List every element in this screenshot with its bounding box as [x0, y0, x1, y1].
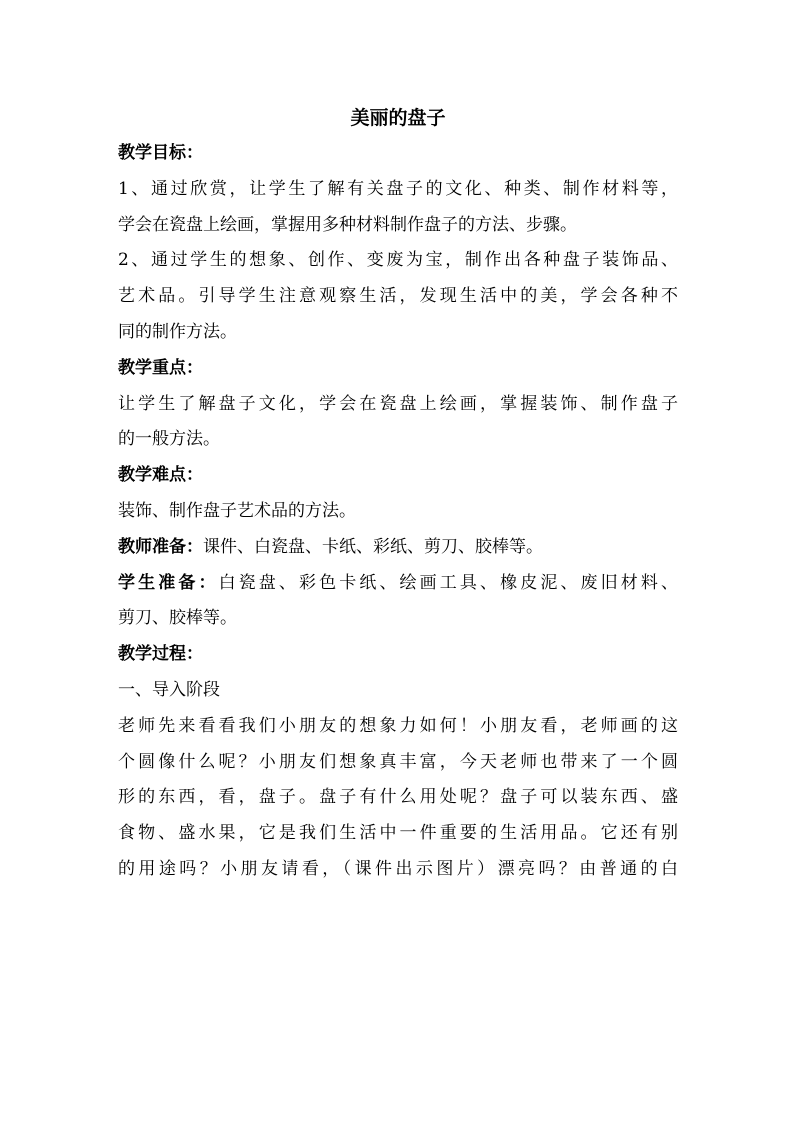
teaching-key-heading: 教学重点：: [118, 357, 203, 378]
teacher-preparation: [118, 530, 678, 566]
student-preparation: [118, 566, 678, 602]
teaching-difficulty-line-1: 装饰、制作盘子艺术品的方法。: [118, 500, 356, 521]
student-preparation-line-2: 剪刀、胶棒等。: [118, 608, 237, 629]
intro-line-4: 食物、盛水果，它是我们生活中一件重要的生活用品。它还有别: [118, 823, 678, 844]
teaching-goals-heading: 教学目标：: [118, 143, 203, 163]
stage-1-heading: 一、导入阶段: [118, 679, 220, 700]
student-preparation-text: 白瓷盘、彩色卡纸、绘画工具、橡皮泥、废旧材料、: [218, 572, 679, 593]
teaching-key-line-1: 让学生了解盘子文化，学会在瓷盘上绘画，掌握装饰、制作盘子: [118, 393, 678, 414]
teaching-key-line-2: 的一般方法。: [118, 429, 220, 450]
intro-line-2: 个圆像什么呢？小朋友们想象真丰富，今天老师也带来了一个圆: [118, 751, 678, 772]
intro-line-3: 形的东西，看，盘子。盘子有什么用处呢？盘子可以装东西、盛: [118, 787, 678, 808]
intro-line-1: 老师先来看看我们小朋友的想象力如何！小朋友看，老师画的这: [118, 715, 678, 736]
goal-1-line-2: 学会在瓷盘上绘画，掌握用多种材料制作盘子的方法、步骤。: [118, 214, 577, 235]
goal-1-line-1: 1、通过欣赏，让学生了解有关盘子的文化、种类、制作材料等，: [118, 178, 678, 199]
document-body: [118, 100, 678, 888]
goal-2-line-3: 同的制作方法。: [118, 321, 237, 342]
intro-line-5: 的用途吗？小朋友请看，（课件出示图片）漂亮吗？由普通的白: [118, 858, 678, 879]
teacher-preparation-text: 课件、白瓷盘、卡纸、彩纸、剪刀、胶棒等。: [203, 536, 543, 557]
goal-2-line-1: 2、通过学生的想象、创作、变废为宝，制作出各种盘子装饰品、: [118, 250, 678, 271]
teaching-process-heading: 教学过程：: [118, 644, 203, 665]
goal-2-line-2: 艺术品。引导学生注意观察生活，发现生活中的美，学会各种不: [118, 286, 678, 307]
document-title: 美丽的盘子: [350, 107, 446, 129]
teaching-difficulty-heading: 教学难点：: [118, 465, 203, 486]
teacher-preparation-label: 教师准备：: [118, 536, 203, 557]
student-preparation-label: 学生准备：: [118, 572, 219, 593]
